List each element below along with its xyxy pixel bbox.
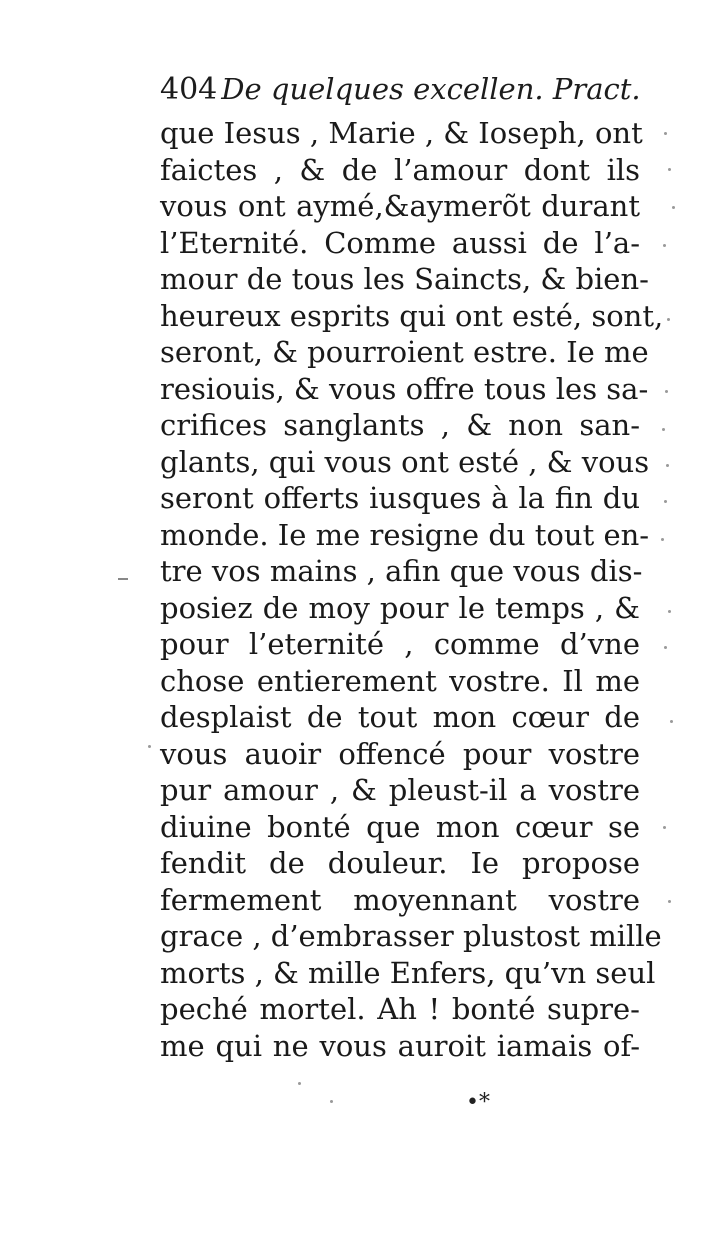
text-line: crifices sanglants , & non san- [160,408,640,442]
bleed-through-speck [664,646,667,649]
faint-watermark [580,1212,705,1226]
text-line: vous auoir offencé pour vostre [160,736,640,771]
margin-dash-mark [118,578,128,580]
text-line: pour l’eternité , comme d’vne [160,627,640,661]
bleed-through-speck [330,1100,333,1103]
bleed-through-speck [663,826,666,829]
bleed-through-speck [672,206,675,209]
text-line: monde. Ie me resigne du tout en- [160,517,650,552]
text-line: tre vos mains , afin que vous dis- [160,554,643,588]
bleed-through-speck [668,168,671,171]
text-line: chose entierement vostre. Il me [160,663,640,698]
text-line: mour de tous les Saincts, & bien- [160,262,649,296]
text-line: fermement moyennant vostre [160,882,640,917]
bleed-through-speck [661,538,664,541]
text-line: resiouis, & vous offre tous les sa- [160,371,649,406]
bleed-through-speck [298,1082,301,1085]
text-line: me qui ne vous auroit iamais of- [160,1028,640,1063]
text-line: fendit de douleur. Ie propose [160,846,640,880]
bleed-through-speck [665,390,668,393]
bleed-through-speck [663,244,666,247]
signature-mark: •* [466,1090,490,1115]
bleed-through-speck [668,900,671,903]
text-line: diuine bonté que mon cœur se [160,809,640,844]
text-line: seront offerts iusques à la fin du [160,481,640,515]
running-head: De quelques excellen. Pract. [221,72,641,106]
text-line: desplaist de tout mon cœur de [160,700,640,734]
text-line: peché mortel. Ah ! bonté supre- [160,992,640,1026]
bleed-through-speck [148,745,151,748]
text-line: que Iesus , Marie , & Ioseph, ont [160,116,643,150]
bleed-through-speck [664,132,667,135]
text-line: grace , d’embrasser plustost mille [160,919,662,953]
text-line: pur amour , & pleust-il a vostre [160,773,640,807]
bleed-through-speck [666,464,669,467]
bleed-through-speck [668,610,671,613]
text-line: posiez de moy pour le temps , & [160,590,640,625]
bleed-through-speck [667,318,670,321]
body-text [160,115,664,1064]
text-line: seront, & pourroient estre. Ie me [160,335,649,369]
text-line: faictes , & de l’amour dont ils [160,152,640,187]
text-line: heureux esprits qui ont esté, sont, [160,298,664,333]
page-number: 404 [160,72,218,107]
text-line: vous ont aymé,&aymerõt durant [160,189,640,223]
text-line: morts , & mille Enfers, qu’vn seul [160,955,656,990]
text-line: l’Eternité. Comme aussi de l’a- [160,225,640,260]
bleed-through-speck [664,500,667,503]
bleed-through-speck [670,720,673,723]
bleed-through-speck [662,428,665,431]
page-header [160,72,650,112]
text-line: glants, qui vous ont esté , & vous [160,444,650,479]
